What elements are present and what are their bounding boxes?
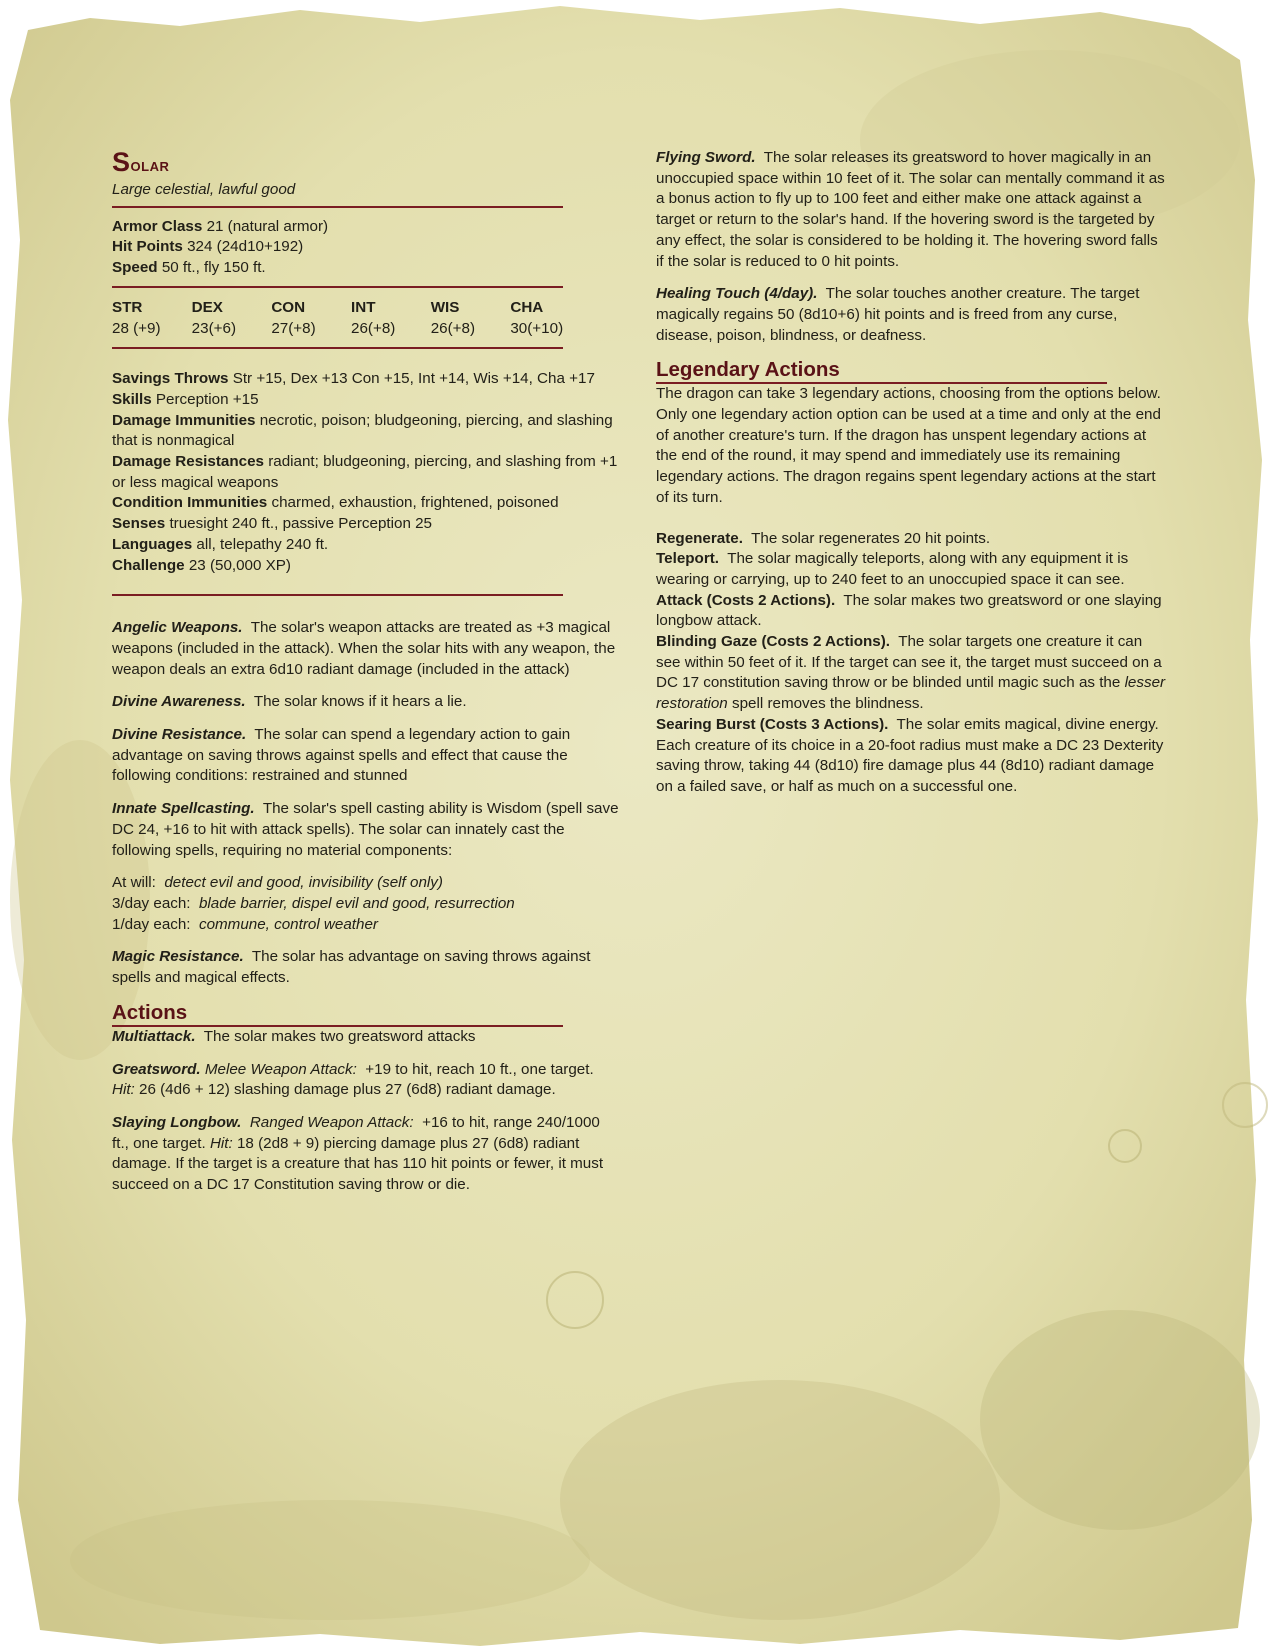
- action-name: Healing Touch (4/day).: [656, 285, 818, 303]
- ability-str: [112, 298, 192, 339]
- ability-value: 27(+8): [271, 319, 316, 337]
- attack-to-hit: +16 to hit, range 240/1000 ft., one target.: [112, 1113, 600, 1152]
- property-senses: [112, 514, 620, 535]
- armor-class-value: 21 (natural armor): [206, 217, 329, 235]
- trait-name: Divine Resistance.: [112, 726, 247, 744]
- property-value: all, telepathy 240 ft.: [196, 535, 329, 553]
- action-name: Flying Sword.: [656, 149, 756, 166]
- trait-name: Magic Resistance.: [112, 948, 244, 966]
- action-greatsword: [112, 1060, 620, 1101]
- legendary-attack: [656, 591, 1166, 632]
- action-text: The solar touches another creature. The target magically regains 50 (8d10+6) hit points and is freed from any curse, disease, poison, blindness, or deafness.: [656, 285, 1140, 344]
- spell-frequency: 1/day each:: [112, 915, 191, 933]
- property-label: Damage Immunities: [112, 411, 256, 429]
- property-label: Challenge: [112, 556, 185, 574]
- divider: [112, 206, 563, 208]
- ability-value: 26(+8): [430, 319, 476, 337]
- trait-name: Innate Spellcasting.: [112, 800, 255, 818]
- legendary-blinding-gaze: [656, 632, 1166, 715]
- hit-label: Hit:: [112, 1081, 135, 1099]
- attack-type: Melee Weapon Attack:: [204, 1060, 357, 1078]
- trait-divine-resistance: [112, 725, 620, 787]
- attack-damage: 18 (2d8 + 9) piercing damage plus 27 (6d8) radiant damage. If the target is a creature that has 110 hit points or fewer, it must succeed on a DC 17 Constitution saving throw or die.: [112, 1134, 604, 1194]
- ability-name: STR: [112, 298, 143, 316]
- legendary-actions-heading: Legendary Actions: [656, 358, 840, 382]
- divider: [112, 347, 563, 349]
- trait-text: The solar's weapon attacks are treated as +3 magical weapons (included in the attack). When the solar hits with any weapon, the weapon deals an extra 6d10 radiant damage (included in the attack): [112, 619, 616, 678]
- legendary-name: Blinding Gaze (Costs 2 Actions).: [656, 633, 891, 651]
- legendary-teleport: [656, 549, 1166, 590]
- legendary-name: Attack (Costs 2 Actions).: [656, 591, 836, 609]
- trait-text: The solar knows if it hears a lie.: [253, 693, 467, 711]
- property-value: charmed, exhaustion, frightened, poisoned: [271, 494, 559, 512]
- trait-angelic-weapons: [112, 618, 620, 680]
- property-label: Languages: [112, 535, 193, 553]
- action-healing-touch: [656, 284, 1166, 346]
- ability-value: 23(+6): [191, 319, 236, 337]
- action-name: Multiattack.: [112, 1027, 196, 1045]
- ability-con: [271, 298, 351, 339]
- legendary-name: Searing Burst (Costs 3 Actions).: [656, 715, 889, 733]
- action-text: The solar releases its greatsword to hover magically in an unoccupied space within 10 feet of it. The solar can mentally command it as a bonus action to fly up to 100 feet and either make one attack against a target or return to the solar's hand. If the hovering sword is the targeted by any effect, the solar is considered to be holding it. The hovering sword falls if the solar is reduced to 0 hit points.: [656, 149, 1165, 270]
- legendary-text: spell removes the blindness.: [732, 695, 924, 713]
- action-slaying-longbow: [112, 1113, 620, 1196]
- property-label: Senses: [112, 515, 166, 533]
- monster-name-rest: olar: [130, 155, 170, 176]
- monster-name: [112, 148, 620, 180]
- spell-frequency: 3/day each:: [112, 894, 191, 912]
- legendary-regenerate: [656, 529, 1166, 550]
- property-label: Damage Resistances: [112, 453, 264, 471]
- property-value: 23 (50,000 XP): [188, 556, 291, 574]
- ability-dex: [192, 298, 272, 339]
- legendary-intro: The dragon can take 3 legendary actions, choosing from the options below. Only one legendary action option can be used at a time and only at the end of another creature's turn. If the dragon has unspent legendary actions at the end of the round, it may spend and immediately use its remaining legendary actions. The dragon regains spent legendary actions at the start of its turn.: [656, 385, 1161, 506]
- legendary-text: The solar magically teleports, along with any equipment it is wearing or carrying, up to 240 feet to an unoccupied space it can see.: [656, 550, 1129, 588]
- legendary-name: Regenerate.: [656, 529, 743, 547]
- trait-text: The solar can spend a legendary action to gain advantage on saving throws against spells and effect that cause the following conditions: restrained and stunned: [112, 726, 571, 785]
- action-flying-sword: [656, 148, 1166, 272]
- property-value: Perception +15: [155, 390, 259, 408]
- action-name: Greatsword.: [112, 1060, 201, 1078]
- spacer: [656, 509, 1166, 529]
- action-name: Slaying Longbow.: [112, 1113, 242, 1131]
- spell-frequency: At will:: [112, 874, 156, 892]
- spell-row: [112, 915, 620, 936]
- ability-value: 30(+10): [510, 319, 564, 337]
- divider: [112, 594, 563, 596]
- hit-points-label: Hit Points: [112, 238, 183, 256]
- ability-scores: [112, 298, 590, 339]
- property-value: Str +15, Dex +13 Con +15, Int +14, Wis +14, Cha +17: [232, 370, 595, 388]
- legendary-text: The solar makes two greatsword or one slaying longbow attack.: [656, 591, 1162, 630]
- spell-reference: lesser restoration: [656, 674, 1166, 713]
- spell-names: commune, control weather: [198, 915, 378, 933]
- legendary-text: The solar targets one creature it can see within 50 feet of it. If the target can see it, the target must succeed on a DC 17 constitution saving throw or be blinded until magic such as the: [656, 633, 1162, 692]
- property-label: Skills: [112, 390, 152, 408]
- right-column: [656, 148, 1166, 798]
- property-languages: [112, 535, 620, 556]
- ability-name: DEX: [191, 298, 223, 316]
- property-label: Condition Immunities: [112, 494, 268, 512]
- trait-magic-resistance: [112, 947, 620, 988]
- ability-int: [351, 298, 431, 339]
- action-text: The solar makes two greatsword attacks: [203, 1027, 476, 1045]
- legendary-name: Teleport.: [656, 550, 720, 568]
- spell-names: detect evil and good, invisibility (self only): [164, 874, 443, 892]
- action-multiattack: [112, 1027, 620, 1048]
- ability-cha: [510, 298, 590, 339]
- actions-heading: Actions: [112, 1000, 188, 1024]
- property-label: Savings Throws: [112, 370, 229, 388]
- property-damage-immunities: [112, 411, 620, 452]
- trait-name: Divine Awareness.: [112, 693, 246, 711]
- property-damage-resistances: [112, 452, 620, 493]
- monster-subtitle: Large celestial, lawful good: [112, 181, 296, 198]
- spell-list: [112, 873, 620, 935]
- left-column: [112, 148, 620, 1208]
- spell-row: [112, 894, 620, 915]
- trait-divine-awareness: [112, 692, 620, 713]
- attack-damage: 26 (4d6 + 12) slashing damage plus 27 (6d8) radiant damage.: [139, 1081, 556, 1099]
- ability-name: WIS: [430, 298, 460, 316]
- ability-value: 26(+8): [351, 319, 396, 337]
- speed-label: Speed: [112, 259, 158, 277]
- hit-label: Hit:: [209, 1134, 233, 1152]
- property-challenge: [112, 556, 620, 577]
- monster-name-initial: S: [112, 147, 131, 177]
- trait-name: Angelic Weapons.: [112, 619, 243, 637]
- property-value: truesight 240 ft., passive Perception 25: [169, 515, 433, 533]
- property-skills: [112, 390, 620, 411]
- ability-name: CON: [271, 298, 306, 316]
- spell-row: [112, 873, 620, 894]
- properties-list: [112, 369, 620, 576]
- legendary-text: The solar regenerates 20 hit points.: [751, 529, 991, 547]
- property-saving-throws: [112, 369, 620, 390]
- armor-class-label: Armor Class: [112, 217, 203, 235]
- property-condition-immunities: [112, 493, 620, 514]
- property-value: necrotic, poison; bludgeoning, piercing, and slashing that is nonmagical: [112, 411, 613, 450]
- attack-to-hit: +19 to hit, reach 10 ft., one target.: [365, 1060, 594, 1078]
- speed-value: 50 ft., fly 150 ft.: [161, 259, 266, 277]
- trait-text: The solar has advantage on saving throws against spells and magical effects.: [112, 948, 591, 987]
- attack-type: Ranged Weapon Attack:: [249, 1113, 414, 1131]
- legendary-text: The solar emits magical, divine energy. Each creature of its choice in a 20-foot radius must make a DC 23 Dexterity saving throw, taking 44 (8d10) fire damage plus 44 (8d10) radiant damage on a failed save, or half as much on a successful one.: [656, 715, 1164, 795]
- spell-names: blade barrier, dispel evil and good, resurrection: [198, 894, 515, 912]
- ability-name: INT: [351, 298, 376, 316]
- hit-points-value: 324 (24d10+192): [187, 238, 304, 256]
- divider: [112, 286, 563, 288]
- trait-innate-spellcasting: [112, 799, 620, 861]
- core-stats: [112, 217, 620, 279]
- ability-value: 28 (+9): [112, 319, 161, 337]
- ability-name: CHA: [510, 298, 544, 316]
- property-value: radiant; bludgeoning, piercing, and slashing from +1 or less magical weapons: [112, 453, 618, 491]
- ability-wis: [431, 298, 511, 339]
- legendary-searing-burst: [656, 715, 1166, 798]
- trait-text: The solar's spell casting ability is Wisdom (spell save DC 24, +16 to hit with attack spells). The solar can innately cast the following spells, requiring no material components:: [112, 800, 619, 859]
